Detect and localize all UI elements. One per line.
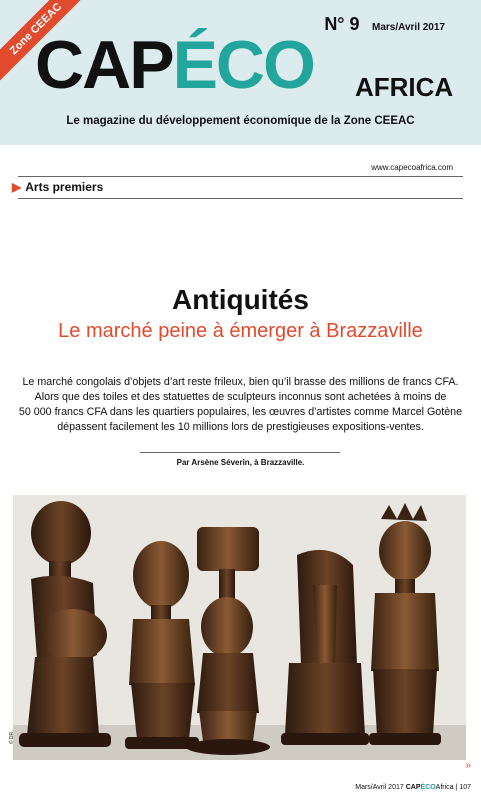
lede-line: Alors que des toiles et des statuettes de sculpteurs inconnus sont achetées à moins de bbox=[34, 391, 447, 403]
masthead bbox=[0, 0, 481, 145]
tagline: Le magazine du développement économique de la Zone CEEAC bbox=[66, 115, 415, 127]
page-number: 107 bbox=[459, 784, 471, 791]
lede bbox=[12, 375, 469, 435]
footer-brand-cap: CAP bbox=[405, 784, 421, 791]
byline: Par Arsène Séverin, à Brazzaville. bbox=[176, 458, 305, 467]
divider-top bbox=[18, 176, 463, 177]
zone-ribbon: Zone CEEAC bbox=[0, 0, 93, 86]
footer-brand-eco: ÉCO bbox=[420, 784, 436, 791]
logo-eco: ÉCO bbox=[172, 27, 314, 103]
page-footer bbox=[355, 784, 471, 791]
statues-photo bbox=[13, 495, 466, 760]
triangle-right-icon: ▶ bbox=[12, 180, 22, 194]
continue-icon: » bbox=[465, 760, 471, 771]
lede-line: Le marché congolais d’objets d’art reste frileux, bien qu’il brasse des millions de francs CFA. bbox=[22, 376, 459, 388]
issue-info bbox=[324, 14, 445, 35]
section-name: Arts premiers bbox=[25, 180, 104, 194]
section-label bbox=[12, 180, 103, 194]
footer-date: Mars/Avril 2017 bbox=[355, 784, 404, 791]
issue-number: N° 9 bbox=[324, 14, 360, 34]
lede-line: 50 000 francs CFA dans les quartiers populaires, les œuvres d’artistes comme Marcel Gotène bbox=[18, 406, 463, 418]
logo-africa: AFRICA bbox=[355, 72, 454, 102]
statue-figure bbox=[125, 541, 199, 749]
subheadline: Le marché peine à émerger à Brazzaville bbox=[58, 320, 423, 342]
lede-line: dépassent facilement les 10 millions lors de prestigieuses expositions-ventes. bbox=[57, 421, 424, 433]
logo-cap: CAP bbox=[35, 27, 173, 103]
photo-credit: © DR bbox=[9, 731, 16, 745]
divider-mid bbox=[140, 452, 340, 453]
footer-brand-africa: Africa bbox=[435, 784, 454, 791]
divider-section bbox=[18, 198, 463, 199]
statues-illustration bbox=[13, 495, 466, 760]
footer-separator: | bbox=[455, 784, 458, 791]
headline: Antiquités bbox=[172, 284, 309, 315]
issue-date: Mars/Avril 2017 bbox=[371, 22, 445, 33]
website-url: www.capecoafrica.com bbox=[371, 163, 453, 172]
